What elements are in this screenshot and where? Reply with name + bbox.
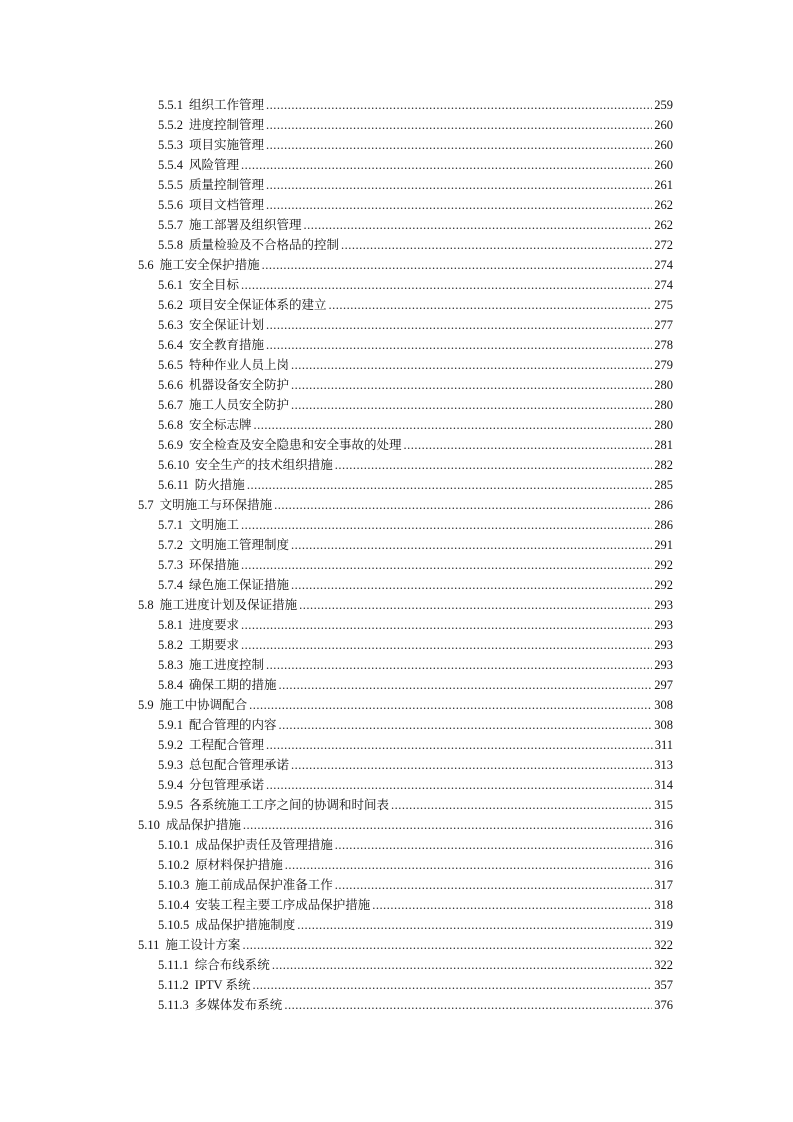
toc-subsection-entry[interactable] [0,115,793,135]
toc-entry-title: 总包配合管理承诺 [189,758,290,772]
toc-entry-title: 安全检查及安全隐患和安全事故的处理 [189,438,402,452]
toc-entry-number: 5.6.1 [158,278,183,292]
toc-entry-number: 5.10.4 [158,898,190,912]
toc-subsection-entry[interactable] [0,955,793,975]
toc-entry-title: 施工人员安全防护 [189,398,290,412]
toc-entry-page-number: 275 [654,298,673,312]
toc-entry-page-number: 274 [654,258,673,272]
toc-dot-leader [241,615,652,635]
toc-entry-number: 5.8.1 [158,618,183,632]
toc-section-entry[interactable] [0,255,793,275]
toc-entry-page-number: 316 [654,818,673,832]
toc-section-entry[interactable] [0,495,793,515]
toc-entry-number: 5.8 [138,598,154,612]
toc-entry-title: 原材料保护措施 [195,858,283,872]
toc-entry-page-number: 262 [654,198,673,212]
toc-entry-title: 文明施工与环保措施 [159,498,273,512]
toc-entry-page-number: 262 [654,218,673,232]
toc-entry-number: 5.11.1 [158,958,189,972]
toc-entry-number: 5.9.1 [158,718,183,732]
toc-entry-number: 5.11.3 [158,998,189,1012]
toc-entry-number: 5.9 [138,698,154,712]
toc-entry-number: 5.10.2 [158,858,190,872]
toc-subsection-entry[interactable] [0,835,793,855]
toc-dot-leader [404,435,653,455]
toc-entry-title: 工期要求 [189,638,240,652]
toc-entry-title: 工程配合管理 [189,738,265,752]
toc-entry-number: 5.7.1 [158,518,183,532]
toc-dot-leader [391,795,652,815]
toc-section-entry[interactable] [0,935,793,955]
toc-entry-page-number: 281 [654,438,673,452]
toc-subsection-entry[interactable] [0,775,793,795]
toc-subsection-entry[interactable] [0,975,793,995]
toc-section-entry[interactable] [0,815,793,835]
toc-entry-page-number: 260 [654,118,673,132]
toc-dot-leader [279,715,653,735]
toc-dot-leader [279,675,653,695]
toc-dot-leader [241,155,652,175]
toc-entry-title: 安全目标 [189,278,240,292]
toc-dot-leader [266,315,652,335]
toc-entry-page-number: 261 [654,178,673,192]
toc-entry-page-number: 272 [654,238,673,252]
toc-entry-title: 成品保护措施 [165,818,241,832]
toc-entry-page-number: 308 [654,718,673,732]
toc-entry-title: 施工部署及组织管理 [189,218,302,232]
toc-entry-title: 施工中协调配合 [159,698,248,712]
toc-entry-number: 5.5.5 [158,178,183,192]
toc-subsection-entry[interactable] [0,235,793,255]
toc-entry-page-number: 318 [654,898,673,912]
toc-entry-number: 5.5.3 [158,138,183,152]
toc-entry-title: 组织工作管理 [189,98,265,112]
toc-dot-leader [291,395,652,415]
toc-subsection-entry[interactable] [0,95,793,115]
toc-entry-title: 安装工程主要工序成品保护措施 [195,898,371,912]
toc-subsection-entry[interactable] [0,435,793,455]
toc-entry-page-number: 315 [654,798,673,812]
toc-dot-leader [291,535,652,555]
toc-entry-number: 5.6.5 [158,358,183,372]
toc-entry-page-number: 317 [654,878,673,892]
toc-entry-title: 确保工期的措施 [189,678,277,692]
toc-entry-number: 5.10.5 [158,918,190,932]
toc-dot-leader [266,735,653,755]
toc-entry-page-number: 286 [654,498,673,512]
toc-dot-leader [329,295,653,315]
toc-entry-number: 5.8.2 [158,638,183,652]
toc-subsection-entry[interactable] [0,475,793,495]
toc-entry-page-number: 280 [654,398,673,412]
toc-entry-number: 5.9.2 [158,738,183,752]
toc-dot-leader [299,595,652,615]
toc-subsection-entry[interactable] [0,295,793,315]
toc-subsection-entry[interactable] [0,175,793,195]
toc-entry-number: 5.10.3 [158,878,190,892]
toc-entry-number: 5.6.8 [158,418,183,432]
toc-entry-number: 5.10.1 [158,838,190,852]
toc-entry-number: 5.6.10 [158,458,190,472]
toc-entry-title: 文明施工管理制度 [189,538,290,552]
toc-entry-title: 施工安全保护措施 [159,258,260,272]
toc-entry-page-number: 322 [654,958,673,972]
toc-entry-number: 5.9.5 [158,798,183,812]
toc-entry-number: 5.8.4 [158,678,183,692]
toc-dot-leader [266,335,652,355]
toc-dot-leader [291,355,652,375]
toc-entry-title: 机器设备安全防护 [189,378,290,392]
toc-dot-leader [262,255,653,275]
toc-subsection-entry[interactable] [0,355,793,375]
toc-dot-leader [266,195,652,215]
toc-subsection-entry[interactable] [0,795,793,815]
toc-entry-title: 环保措施 [189,558,240,572]
toc-entry-page-number: 291 [654,538,673,552]
toc-dot-leader [285,855,652,875]
toc-dot-leader [266,175,652,195]
toc-entry-title: 项目实施管理 [189,138,265,152]
toc-dot-leader [252,975,652,995]
toc-subsection-entry[interactable] [0,875,793,895]
toc-entry-title: 项目安全保证体系的建立 [189,298,327,312]
toc-subsection-entry[interactable] [0,995,793,1015]
toc-subsection-entry[interactable] [0,915,793,935]
toc-subsection-entry[interactable] [0,375,793,395]
toc-entry-page-number: 292 [654,558,673,572]
toc-entry-number: 5.5.7 [158,218,183,232]
toc-section-entry[interactable] [0,695,793,715]
toc-subsection-entry[interactable] [0,575,793,595]
toc-entry-title: 多媒体发布系统 [194,998,283,1012]
toc-entry-page-number: 357 [654,978,673,992]
toc-dot-leader [266,655,652,675]
toc-dot-leader [297,915,652,935]
toc-entry-number: 5.9.3 [158,758,183,772]
toc-entry-page-number: 260 [654,138,673,152]
toc-dot-leader [241,275,652,295]
toc-subsection-entry[interactable] [0,395,793,415]
toc-dot-leader [291,375,652,395]
toc-entry-number: 5.6.9 [158,438,183,452]
toc-entry-title: 项目文档管理 [189,198,265,212]
toc-dot-leader [241,555,652,575]
toc-subsection-entry[interactable] [0,335,793,355]
toc-entry-page-number: 316 [654,858,673,872]
toc-entry-number: 5.11 [138,938,160,952]
table-of-contents [0,95,793,1015]
toc-entry-number: 5.10 [138,818,160,832]
toc-entry-number: 5.5.1 [158,98,183,112]
toc-entry-page-number: 260 [654,158,673,172]
toc-entry-title: 文明施工 [189,518,240,532]
toc-entry-number: 5.6.3 [158,318,183,332]
toc-entry-title: 施工设计方案 [165,938,241,952]
toc-entry-number: 5.7.2 [158,538,183,552]
toc-subsection-entry[interactable] [0,315,793,335]
toc-dot-leader [274,495,652,515]
toc-entry-title: 综合布线系统 [194,958,270,972]
toc-entry-number: 5.5.4 [158,158,183,172]
toc-dot-leader [249,695,652,715]
toc-entry-page-number: 277 [654,318,673,332]
toc-entry-page-number: 280 [654,378,673,392]
toc-entry-number: 5.7.3 [158,558,183,572]
toc-dot-leader [266,115,652,135]
toc-entry-page-number: 278 [654,338,673,352]
toc-dot-leader [254,415,653,435]
toc-subsection-entry[interactable] [0,895,793,915]
toc-subsection-entry[interactable] [0,155,793,175]
toc-entry-title: 安全教育措施 [189,338,265,352]
toc-entry-title: IPTV 系统 [194,978,251,992]
toc-section-entry[interactable] [0,595,793,615]
toc-entry-title: 安全保证计划 [189,318,265,332]
toc-entry-page-number: 259 [654,98,673,112]
toc-subsection-entry[interactable] [0,655,793,675]
toc-subsection-entry[interactable] [0,555,793,575]
toc-dot-leader [241,635,652,655]
toc-entry-page-number: 286 [654,518,673,532]
toc-entry-page-number: 314 [654,778,673,792]
toc-subsection-entry[interactable] [0,195,793,215]
toc-entry-title: 分包管理承诺 [189,778,265,792]
toc-entry-number: 5.6.11 [158,478,189,492]
toc-entry-page-number: 293 [654,618,673,632]
toc-entry-page-number: 293 [654,658,673,672]
toc-entry-page-number: 308 [654,698,673,712]
toc-entry-page-number: 297 [654,678,673,692]
toc-dot-leader [243,815,652,835]
toc-dot-leader [284,995,652,1015]
toc-dot-leader [241,515,652,535]
toc-entry-number: 5.7.4 [158,578,183,592]
toc-entry-title: 施工前成品保护准备工作 [195,878,333,892]
toc-subsection-entry[interactable] [0,135,793,155]
toc-entry-title: 安全标志牌 [189,418,252,432]
toc-entry-title: 防火措施 [194,478,245,492]
toc-dot-leader [242,935,652,955]
toc-entry-page-number: 280 [654,418,673,432]
toc-entry-page-number: 311 [654,738,673,752]
toc-entry-number: 5.5.6 [158,198,183,212]
toc-dot-leader [335,875,652,895]
toc-subsection-entry[interactable] [0,415,793,435]
toc-entry-page-number: 292 [654,578,673,592]
toc-entry-title: 施工进度控制 [189,658,265,672]
toc-entry-page-number: 282 [654,458,673,472]
toc-entry-page-number: 274 [654,278,673,292]
toc-subsection-entry[interactable] [0,455,793,475]
toc-entry-title: 配合管理的内容 [189,718,277,732]
toc-entry-title: 成品保护责任及管理措施 [195,838,333,852]
toc-subsection-entry[interactable] [0,215,793,235]
toc-entry-page-number: 313 [654,758,673,772]
toc-entry-page-number: 279 [654,358,673,372]
toc-subsection-entry[interactable] [0,735,793,755]
toc-entry-number: 5.8.3 [158,658,183,672]
toc-subsection-entry[interactable] [0,515,793,535]
toc-entry-number: 5.6.7 [158,398,183,412]
toc-entry-number: 5.6.6 [158,378,183,392]
toc-dot-leader [247,475,652,495]
toc-entry-page-number: 376 [654,998,673,1012]
toc-entry-title: 绿色施工保证措施 [189,578,290,592]
toc-entry-page-number: 293 [654,598,673,612]
toc-entry-number: 5.6 [138,258,154,272]
toc-dot-leader [266,135,652,155]
toc-entry-number: 5.11.2 [158,978,189,992]
toc-entry-title: 进度要求 [189,618,240,632]
toc-entry-number: 5.5.8 [158,238,183,252]
toc-entry-number: 5.6.4 [158,338,183,352]
toc-entry-page-number: 285 [654,478,673,492]
toc-dot-leader [291,755,652,775]
toc-entry-title: 特种作业人员上岗 [189,358,290,372]
toc-dot-leader [341,235,652,255]
toc-entry-title: 施工进度计划及保证措施 [159,598,298,612]
toc-dot-leader [266,775,652,795]
toc-entry-title: 各系统施工工序之间的协调和时间表 [189,798,390,812]
toc-subsection-entry[interactable] [0,715,793,735]
toc-entry-page-number: 316 [654,838,673,852]
toc-entry-page-number: 319 [654,918,673,932]
toc-subsection-entry[interactable] [0,755,793,775]
toc-entry-page-number: 293 [654,638,673,652]
toc-entry-number: 5.5.2 [158,118,183,132]
toc-entry-number: 5.9.4 [158,778,183,792]
toc-dot-leader [335,455,652,475]
toc-dot-leader [335,835,652,855]
toc-entry-title: 质量控制管理 [189,178,265,192]
toc-dot-leader [372,895,652,915]
toc-subsection-entry[interactable] [0,535,793,555]
toc-entry-title: 安全生产的技术组织措施 [195,458,333,472]
toc-subsection-entry[interactable] [0,675,793,695]
toc-dot-leader [266,95,652,115]
toc-subsection-entry[interactable] [0,635,793,655]
toc-entry-number: 5.6.2 [158,298,183,312]
toc-dot-leader [272,955,652,975]
toc-dot-leader [304,215,653,235]
toc-subsection-entry[interactable] [0,275,793,295]
toc-subsection-entry[interactable] [0,615,793,635]
toc-subsection-entry[interactable] [0,855,793,875]
toc-entry-title: 风险管理 [189,158,240,172]
toc-entry-title: 进度控制管理 [189,118,265,132]
toc-entry-page-number: 322 [654,938,673,952]
toc-entry-title: 成品保护措施制度 [195,918,296,932]
toc-dot-leader [291,575,652,595]
toc-entry-title: 质量检验及不合格品的控制 [189,238,340,252]
toc-entry-number: 5.7 [138,498,154,512]
